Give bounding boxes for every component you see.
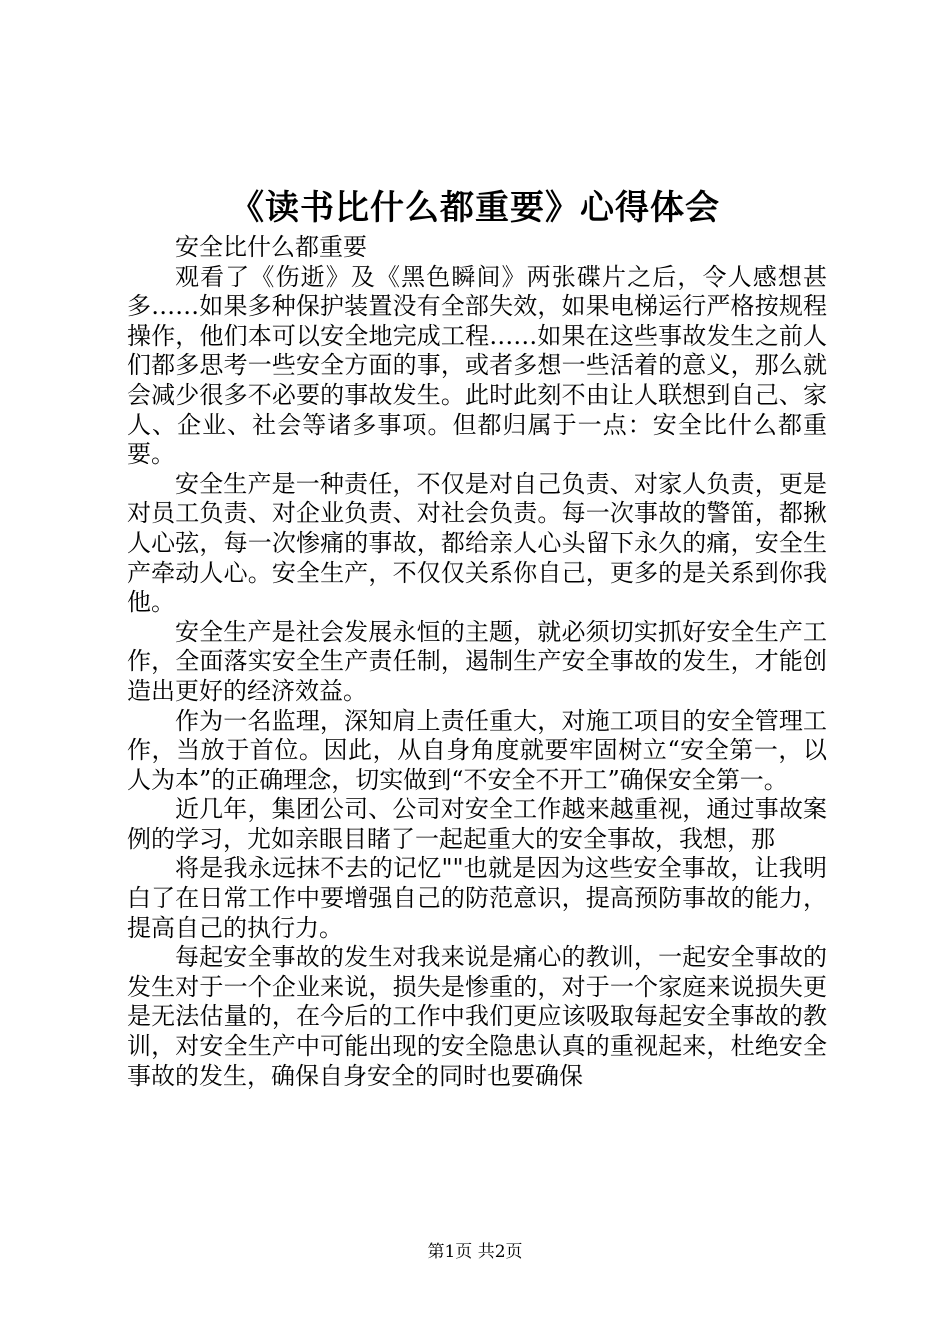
body-paragraph: 观看了《伤逝》及《黑色瞬间》两张碟片之后，令人感想甚多……如果多种保护装置没有全部失效，如果电梯运行严格按规程操作，他们本可以安全地完成工程……如果在这些事故发生之前人们都多思考一些安全方面的事，或者多想一些活着的意义，那么就会减少很多不必要的事故发生。此时此刻不由让人联想到自己、家人、企业、社会等诸多事项。但都归属于一点：安全比什么都重要。 (127, 262, 827, 469)
document-title: 《读书比什么都重要》心得体会 (230, 188, 720, 228)
body-paragraph: 安全比什么都重要 (175, 233, 367, 261)
body-paragraph: 近几年，集团公司、公司对安全工作越来越重视，通过事故案例的学习，尤如亲眼目睹了一起起重大的安全事故，我想，那 (127, 795, 827, 853)
body-paragraph: 安全生产是一种责任，不仅是对自己负责、对家人负责，更是对员工负责、对企业负责、对社会负责。每一次事故的警笛，都揪人心弦，每一次惨痛的事故，都给亲人心头留下永久的痛，安全生产牵动人心。安全生产，不仅仅关系你自己，更多的是关系到你我他。 (127, 469, 827, 617)
document-body (127, 233, 827, 1091)
body-paragraph: 作为一名监理，深知肩上责任重大，对施工项目的安全管理工作，当放于首位。因此，从自身角度就要牢固树立“安全第一，以人为本”的正确理念，切实做到“不安全不开工”确保安全第一。 (127, 706, 827, 794)
page-footer: 第1页 共2页 (427, 1242, 523, 1262)
body-paragraph: 将是我永远抹不去的记忆""也就是因为这些安全事故，让我明白了在日常工作中要增强自己的防范意识，提高预防事故的能力，提高自己的执行力。 (127, 854, 827, 942)
body-paragraph: 每起安全事故的发生对我来说是痛心的教训，一起安全事故的发生对于一个企业来说，损失是惨重的，对于一个家庭来说损失更是无法估量的，在今后的工作中我们更应该吸取每起安全事故的教训，对安全生产中可能出现的安全隐患认真的重视起来，杜绝安全事故的发生，确保自身安全的同时也要确保 (127, 943, 827, 1090)
body-paragraph: 安全生产是社会发展永恒的主题，就必须切实抓好安全生产工作，全面落实安全生产责任制，遏制生产安全事故的发生，才能创造出更好的经济效益。 (127, 617, 827, 705)
